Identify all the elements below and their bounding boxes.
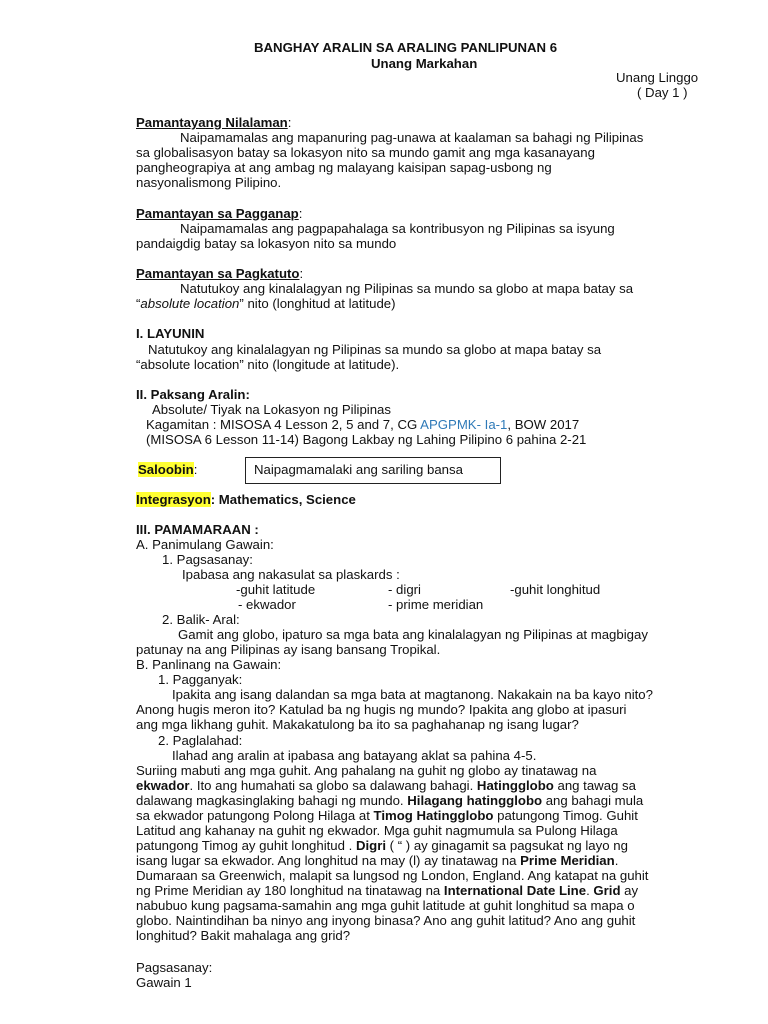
performance-standard-colon: : [298, 206, 303, 221]
discussion-text: patungong Timog ay guhit longhitud . [136, 838, 356, 853]
discussion-line [136, 853, 618, 868]
performance-standard-line: pandaigdig batay sa lokasyon nito sa mundo [136, 236, 397, 251]
values-text: Naipagmamalaki ang sariling bansa [254, 462, 463, 477]
materials-suffix: , BOW 2017 [507, 417, 580, 432]
objective-line: “absolute location” nito (longitude at latitude). [136, 357, 400, 372]
document-subtitle: Unang Markahan [371, 56, 478, 71]
discussion-text: patungong Timog. Guhit [493, 808, 638, 823]
term-timog-hatingglobo: Timog Hatingglobo [373, 808, 494, 823]
flashcard-item: - ekwador [238, 597, 296, 612]
discussion-text: ( “ ) ay ginagamit sa pagsukat ng layo ng [386, 838, 628, 853]
learning-competency-heading: Pamantayan sa Pagkatuto [136, 266, 300, 281]
content-standard-heading-line [136, 115, 291, 130]
learning-competency-line: Natutukoy ang kinalalagyan ng Pilipinas sa mundo sa globo at mapa batay sa [180, 281, 634, 296]
discussion-line: longhitud? Bakit mahalaga ang grid? [136, 928, 351, 943]
absolute-location-term: absolute location [140, 296, 240, 311]
content-standard-line: sa globalisasyon batay sa lokasyon nito sa mundo gamit ang mga kasanayang [136, 145, 595, 160]
learning-competency-heading-line [136, 266, 303, 281]
learning-competency-colon: : [299, 266, 304, 281]
term-prime-meridian: Prime Meridian [520, 853, 615, 868]
content-standard-colon: : [287, 115, 292, 130]
motivation-line: Ipakita ang isang dalandan sa mga bata at magtanong. Nakakain na ba kayo nito? [172, 687, 653, 702]
discussion-line [136, 883, 638, 898]
review-line: patunay na ang Pilipinas ay isang bansang Tropikal. [136, 642, 441, 657]
presentation-intro: Ilahad ang aralin at ipabasa ang batayang aklat sa pahina 4-5. [172, 748, 537, 763]
flashcard-item: -guhit latitude [236, 582, 316, 597]
discussion-text: . [586, 883, 594, 898]
day-label: ( Day 1 ) [637, 85, 688, 100]
discussion-line [136, 808, 638, 823]
review-heading: 2. Balik- Aral: [162, 612, 240, 627]
developmental-activity-heading: B. Panlinang na Gawain: [136, 657, 282, 672]
values-label-line [138, 462, 197, 477]
reference-line: (MISOSA 6 Lesson 11-14) Bagong Lakbay ng Lahing Pilipino 6 pahina 2-21 [146, 432, 587, 447]
learning-competency-line-rest: ” nito (longhitud at latitude) [239, 296, 396, 311]
subject-matter-heading: II. Paksang Aralin: [136, 387, 250, 402]
week-label: Unang Linggo [616, 70, 699, 85]
subject-topic: Absolute/ Tiyak na Lokasyon ng Pilipinas [152, 402, 391, 417]
content-standard-heading: Pamantayang Nilalaman [136, 115, 288, 130]
motivation-heading: 1. Pagganyak: [158, 672, 243, 687]
procedure-heading: III. PAMAMARAAN : [136, 522, 259, 537]
discussion-line: Suriing mabuti ang mga guhit. Ang pahalang na guhit ng globo ay tinatawag na [136, 763, 597, 778]
learning-competency-line-2 [136, 296, 396, 311]
discussion-text: ng Prime Meridian ay 180 longhitud na tinatawag na [136, 883, 444, 898]
discussion-line: Latitud ang kahanay na guhit ng ekwador. Mga guhit nagmumula sa Pulong Hilaga [136, 823, 618, 838]
term-digri: Digri [355, 838, 386, 853]
practice-heading: Pagsasanay: [136, 960, 213, 975]
flashcard-item: - digri [388, 582, 421, 597]
performance-standard-heading-line [136, 206, 302, 221]
discussion-text: dalawang magkasinglaking bahagi ng mundo. [136, 793, 408, 808]
curriculum-code-link[interactable]: APGPMK- Ia-1 [420, 417, 508, 432]
discussion-line: Dumaraan sa Greenwich, malapit sa lungsod ng London, England. Ang katapat na guhit [136, 868, 649, 883]
integration-text: : Mathematics, Science [210, 492, 356, 507]
performance-standard-line: Naipamamalas ang pagpapahalaga sa kontribusyon ng Pilipinas sa isyung [180, 221, 615, 236]
objectives-heading: I. LAYUNIN [136, 326, 205, 341]
discussion-text: . [614, 853, 619, 868]
motivation-line: Anong hugis meron ito? Katulad ba ng hugis ng mundo? Ipakita ang globo at ipasuri [136, 702, 627, 717]
integration-label: Integrasyon [136, 492, 211, 507]
materials-prefix: Kagamitan : MISOSA 4 Lesson 2, 5 and 7, CG [146, 417, 421, 432]
discussion-line [136, 838, 628, 853]
open-quote: “ [136, 296, 141, 311]
flashcard-item: -guhit longhitud [510, 582, 601, 597]
review-line: Gamit ang globo, ipaturo sa mga bata ang kinalalagyan ng Pilipinas at magbigay [178, 627, 648, 642]
preliminary-activity-heading: A. Panimulang Gawain: [136, 537, 274, 552]
content-standard-line: pangheograpiya at ang ambag ng malayang kaisipan sapag-usbong ng [136, 160, 552, 175]
discussion-text: ay [620, 883, 639, 898]
document-title: BANGHAY ARALIN SA ARALING PANLIPUNAN 6 [254, 40, 558, 55]
values-label: Saloobin [138, 462, 194, 477]
values-colon: : [193, 462, 198, 477]
term-ekwador: ekwador [136, 778, 190, 793]
content-standard-line: Naipamamalas ang mapanuring pag-unawa at kaalaman sa bahagi ng Pilipinas [180, 130, 644, 145]
performance-standard-heading: Pamantayan sa Pagganap [136, 206, 299, 221]
materials-line [146, 417, 579, 432]
drill-instruction: Ipabasa ang nakasulat sa plaskards : [182, 567, 400, 582]
discussion-line: nabubuo kung pagsama-samahin ang mga guhit latitude at guhit longhitud sa mapa o [136, 898, 635, 913]
discussion-text: sa ekwador patungong Polong Hilaga at [136, 808, 374, 823]
motivation-line: ang mga likhang guhit. Makakatulong ba ito sa paghahanap ng isang lugar? [136, 717, 579, 732]
discussion-line [136, 778, 636, 793]
discussion-text: ang tawag sa [553, 778, 636, 793]
term-hatingglobo: Hatingglobo [476, 778, 554, 793]
activity-label: Gawain 1 [136, 975, 192, 990]
drill-heading: 1. Pagsasanay: [162, 552, 253, 567]
discussion-text: . Ito ang humahati sa globo sa dalawang bahagi. [189, 778, 477, 793]
term-international-date-line: International Date Line [443, 883, 587, 898]
term-grid: Grid [593, 883, 621, 898]
content-standard-line: nasyonalismong Pilipino. [136, 175, 282, 190]
objective-line: Natutukoy ang kinalalagyan ng Pilipinas sa mundo sa globo at mapa batay sa [148, 342, 602, 357]
discussion-text: isang lugar sa ekwador. Ang longhitud na may (l) ay tinatawag na [136, 853, 521, 868]
presentation-heading: 2. Paglalahad: [158, 733, 243, 748]
flashcard-item: - prime meridian [388, 597, 484, 612]
values-box [245, 457, 501, 484]
discussion-line [136, 793, 643, 808]
discussion-text: ang bahagi mula [542, 793, 644, 808]
discussion-line: globo. Naintindihan ba ninyo ang inyong binasa? Ano ang guhit latitud? Ano ang guhit [136, 913, 636, 928]
term-hilagang-hatingglobo: Hilagang hatingglobo [407, 793, 543, 808]
integration-line [136, 492, 356, 507]
